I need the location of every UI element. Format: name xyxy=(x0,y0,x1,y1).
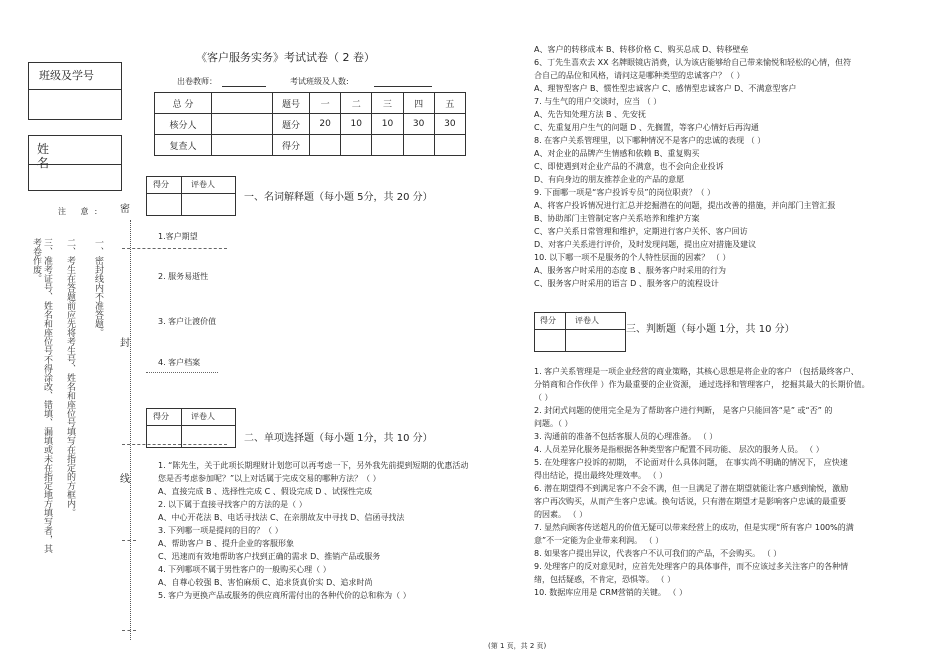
notice-title: 注 意: xyxy=(58,207,104,216)
question-line: 8. 在客户关系管理里，以下哪种情况不是客户的忠诚的表现 （ ） xyxy=(534,136,766,145)
section1-item: 4. 客户档案 xyxy=(158,358,201,367)
name-divider xyxy=(29,164,121,165)
score-cell xyxy=(212,114,273,135)
question-line: 1. 客户关系管理是一项企业经营的商业策略，其核心思想是将企业的客户 （包括最终客户、 xyxy=(534,367,859,376)
score-cell xyxy=(434,135,465,156)
score-cell xyxy=(372,135,403,156)
score-cell xyxy=(403,135,434,156)
question-line: 绪，包括疑惑，不肯定，恐惧等。 （ ） xyxy=(534,575,676,584)
question-line: A、自尊心较强 B、害怕麻烦 C、追求货真价实 D、追求时尚 xyxy=(158,578,373,587)
question-line: 10. 以下哪一项不是服务的个人特性层面的因素？ （ ） xyxy=(534,253,731,262)
score-cell xyxy=(212,135,273,156)
right-questions xyxy=(534,44,914,291)
score-cell: 五 xyxy=(434,93,465,114)
question-line: 7. 与生气的用户交谈时，应当 （ ） xyxy=(534,97,662,106)
class-id-box xyxy=(28,62,122,120)
seal-char-feng: 封 xyxy=(120,334,130,349)
seal-char-mi: 密 xyxy=(120,200,130,215)
grader-box-vline xyxy=(181,409,182,447)
question-line: 合自己的品位和风格，请问这是哪种类型的忠诚客户？（ ） xyxy=(534,71,745,80)
question-line: A、直接完成 B 、选择性完成 C 、假设完成 D 、试探性完成 xyxy=(158,487,372,496)
question-line: A、对企业的品牌产生情感和依赖 B、重复购买 xyxy=(534,149,700,158)
question-line: A、理智型客户 B、惯性型忠诚客户 C、感情型忠诚客户 D、不满意型客户 xyxy=(534,84,797,93)
question-line: C、服务客户时采用的语言 D 、服务客户的流程设计 xyxy=(534,279,719,288)
score-row xyxy=(155,93,466,114)
seal-char-xian: 线 xyxy=(120,470,130,485)
section2-questions xyxy=(158,460,488,603)
exam-title: 《客户服务实务》考试试卷（ 2 卷） xyxy=(196,51,375,64)
score-table xyxy=(154,92,466,156)
seal-line xyxy=(130,220,131,640)
question-line: 2. 封闭式问题的使用完全是为了帮助客户进行判断， 是客户只能回答“是” 或“否” 的 xyxy=(534,406,833,415)
question-line: A、先告知处理方法 B 、先安抚 xyxy=(534,110,647,119)
score-row xyxy=(155,114,466,135)
grader-box-1 xyxy=(146,176,236,216)
page-number: (第 1 页，共 2 页) xyxy=(488,642,547,650)
section1-divider xyxy=(146,372,218,373)
teacher-field xyxy=(222,86,266,87)
question-line: 7. 显然向顾客传送超凡的价值无疑可以带来经营上的成功，但是实现“所有客户 100%的满 xyxy=(534,523,854,532)
question-line: B、协助部门主管制定客户关系培养和维护方案 xyxy=(534,214,700,223)
dash-marker xyxy=(122,630,136,631)
question-line: 意”不一定能为企业带来利润。 （ ） xyxy=(534,536,664,545)
question-line: 9. 下面哪一项是“客户投诉专员”的岗位职责？（ ） xyxy=(534,188,716,197)
question-line: 您是否考虑参加呢？”以上对话属于完成交易的哪种方法？（ ） xyxy=(158,474,381,483)
question-line: （ ） xyxy=(534,393,553,402)
section3-title: 三、判断题（每小题 1分，共 10 分） xyxy=(626,324,795,335)
grader-score-label: 得分 xyxy=(153,180,169,189)
name-box xyxy=(28,135,122,191)
score-row xyxy=(155,135,466,156)
grader-box-hline xyxy=(535,329,625,330)
score-cell xyxy=(310,135,341,156)
score-cell: 10 xyxy=(372,114,403,135)
question-line: 10. 数据库应用是 CRM营销的关键。 （ ） xyxy=(534,588,687,597)
score-cell: 30 xyxy=(434,114,465,135)
question-line: C、迅速而有效地帮助客户找到正确的需求 D、推销产品或服务 xyxy=(158,552,381,561)
score-cell xyxy=(341,135,372,156)
dash-marker xyxy=(122,248,227,249)
grader-score-label: 得分 xyxy=(540,316,556,325)
class-count-label: 考试班级及人数: xyxy=(290,77,349,86)
question-line: A、帮助客户 B 、提升企业的客服形象 xyxy=(158,539,295,548)
score-cell: 一 xyxy=(310,93,341,114)
section1-title: 一、名词解释题（每小题 5分，共 20 分） xyxy=(244,192,433,203)
section2-title: 二、单项选择题（每小题 1分，共 10 分） xyxy=(244,433,433,444)
score-cell: 核分人 xyxy=(155,114,212,135)
grader-box-2 xyxy=(146,408,236,448)
grader-box-vline xyxy=(181,177,182,215)
question-line: A、服务客户时采用的态度 B 、服务客户时采用的行为 xyxy=(534,266,727,275)
question-line: A、中心开花法 B、电话寻找法 C、在亲朋故友中寻找 D、信函寻找法 xyxy=(158,513,405,522)
question-line: C、先重复用户生气的问题 D 、先搁置，等客户心情好后再沟通 xyxy=(534,123,759,132)
score-cell: 四 xyxy=(403,93,434,114)
teacher-label: 出卷教师： xyxy=(177,77,217,86)
score-cell: 得分 xyxy=(273,135,310,156)
score-cell: 三 xyxy=(372,93,403,114)
score-cell: 二 xyxy=(341,93,372,114)
grader-box-hline xyxy=(147,193,235,194)
question-line: D、对客户关系进行评价，及时发现问题，提出应对措施及建议 xyxy=(534,240,757,249)
grader-box-vline xyxy=(565,313,566,351)
score-cell xyxy=(212,93,273,114)
score-cell: 20 xyxy=(310,114,341,135)
grader-score-label: 得分 xyxy=(153,412,169,421)
class-id-divider xyxy=(29,89,121,90)
question-line: 的因素。 （ ） xyxy=(534,510,588,519)
question-line: 得出结论，提出最终处理效率。 （ ） xyxy=(534,471,668,480)
grader-box-hline xyxy=(147,425,235,426)
grader-box-3 xyxy=(534,312,626,352)
section1-item: 3. 客户让渡价值 xyxy=(158,317,217,326)
section1-item: 1.客户期望 xyxy=(158,232,198,241)
question-line: A、客户的转移成本 B、转移价格 C、购买总成 D、转移壁垒 xyxy=(534,45,749,54)
question-line: 9. 处理客户的反对意见时，应首先处理客户的具体事件，而不应该过多关注客户的各种情 xyxy=(534,562,849,571)
score-cell: 10 xyxy=(341,114,372,135)
score-cell: 总 分 xyxy=(155,93,212,114)
question-line: 客户再次购买，从而产生客户忠诚。换句话说，只有潜在期望才是影响客户忠诚的最重要 xyxy=(534,497,846,506)
score-cell: 题号 xyxy=(273,93,310,114)
section1-item: 2. 服务易逝性 xyxy=(158,272,209,281)
question-line: 1. “陈先生，关于此项长期理财计划您可以再考虑一下，另外我先前提到短期的优惠活动 xyxy=(158,461,469,470)
question-line: 问题。（ ） xyxy=(534,419,573,428)
question-line: A、将客户投诉情况进行汇总并挖掘潜在的问题，提出改善的措施，并向部门主管汇报 xyxy=(534,201,836,210)
question-line: 4. 人员差异化服务是指根据各种类型客户配置不同功能、 层次的服务人员。 （ ） xyxy=(534,445,824,454)
question-line: 3. 沟通前的准备不包括客服人员的心理准备。 （ ） xyxy=(534,432,718,441)
dash-marker xyxy=(122,540,136,541)
question-line: 3. 下列哪一项是提问的目的？（ ） xyxy=(158,526,283,535)
question-line: 分销商和合作伙伴 ）作为最重要的企业资源， 通过选择和管理客户， 挖掘其最大的长期价值。 xyxy=(534,380,870,389)
question-line: D、有向身边的朋友推荐企业的产品的意愿 xyxy=(534,175,685,184)
question-line: 4. 下列哪项不属于男性客户的一般购买心理（ ） xyxy=(158,565,331,574)
grader-name-label: 评卷人 xyxy=(191,180,215,189)
name-label: 姓 名 xyxy=(37,142,72,170)
notice-item-3: 三、准考证号、姓名和座位号不得涂改、错填、漏填或未在指定地方填写者，其考卷作废。 xyxy=(31,238,52,553)
question-line: C、即使遇到对企业产品的不满意，也不会向企业投诉 xyxy=(534,162,724,171)
question-line: 6. 潜在期望得不到满足客户不会不满，但一旦满足了潜在期望就能让客户感到愉悦，激励 xyxy=(534,484,849,493)
grader-name-label: 评卷人 xyxy=(575,316,599,325)
question-line: 8. 如果客户提出异议，代表客户不认可我们的产品，不会购买。 （ ） xyxy=(534,549,782,558)
score-cell: 复查人 xyxy=(155,135,212,156)
question-line: 2. 以下属于直接寻找客户的方法的是（ ） xyxy=(158,500,307,509)
question-line: 6、丁先生喜欢去 XX 名牌眼镜店消费，认为该店能够给自己带来愉悦和轻松的心情，但符 xyxy=(534,58,852,67)
notice-item-1: 一、密封线内不准答题。 xyxy=(93,238,103,337)
class-id-label: 班级及学号 xyxy=(39,69,94,82)
score-cell: 30 xyxy=(403,114,434,135)
question-line: 5. 客户为更换产品或服务的供应商所需付出的各种代价的总和称为（ ） xyxy=(158,591,411,600)
notice-item-2: 二、考生在答题前应先将考生号、姓名和座位号填写在指定的方框内。 xyxy=(65,238,75,517)
question-line: 5. 在处理客户投诉的初期， 不论面对什么具体问题， 在事实尚不明确的情况下， 应快速 xyxy=(534,458,848,467)
question-line: C、客户关系日常管理和维护，定期进行客户关怀、客户回访 xyxy=(534,227,748,236)
grader-name-label: 评卷人 xyxy=(191,412,215,421)
score-cell: 题分 xyxy=(273,114,310,135)
section3-questions xyxy=(534,366,914,600)
class-count-field xyxy=(374,86,432,87)
